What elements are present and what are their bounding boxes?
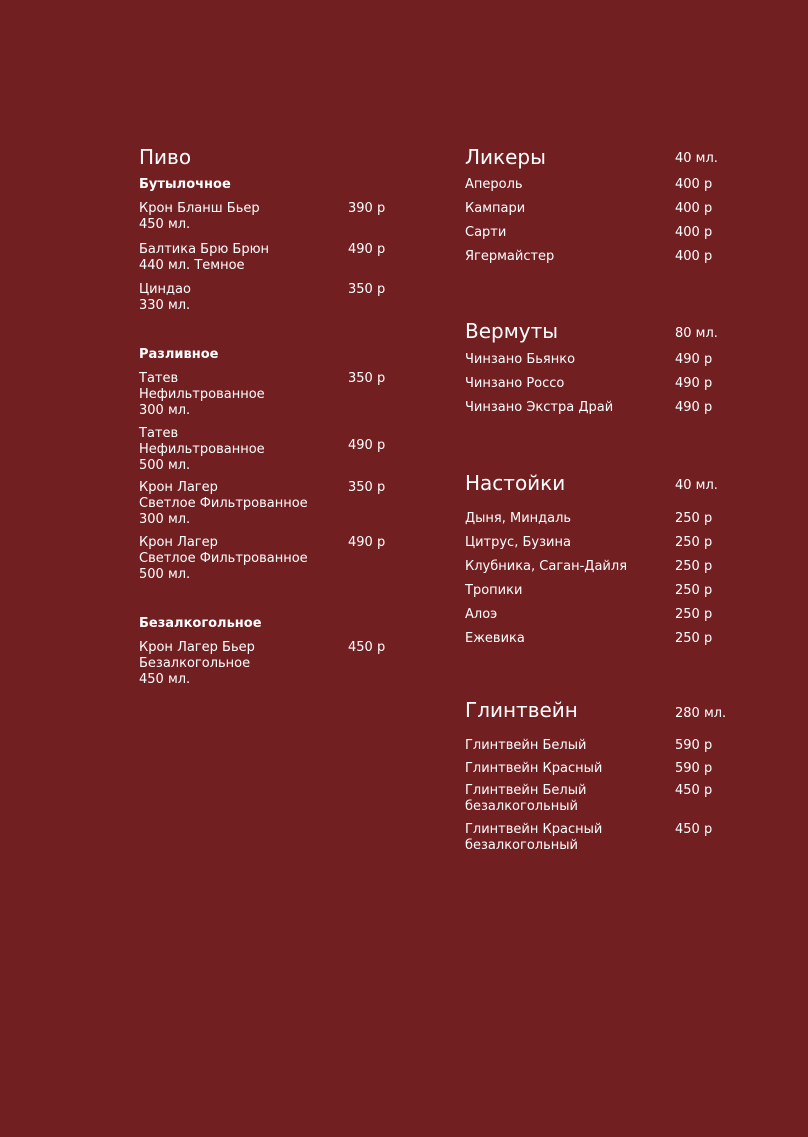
menu-item-name: Крон Лагер Бьер Безалкогольное 450 мл. <box>139 640 255 687</box>
menu-item-price: 390 р <box>348 201 386 216</box>
menu-item-price: 250 р <box>675 583 713 598</box>
liqueurs-section-title: Ликеры <box>465 145 546 169</box>
menu-item-price: 350 р <box>348 480 386 495</box>
menu-item-name: Крон Лагер Светлое Фильтрованное 500 мл. <box>139 535 308 582</box>
non-alcoholic-subheading: Безалкогольное <box>139 616 262 631</box>
menu-item-name: Апероль <box>465 177 523 192</box>
draft-subheading: Разливное <box>139 347 219 362</box>
menu-item-price: 590 р <box>675 761 713 776</box>
menu-item-price: 490 р <box>348 242 386 257</box>
menu-item-name: Чинзано Экстра Драй <box>465 400 614 415</box>
menu-item-name: Чинзано Россо <box>465 376 565 391</box>
menu-item-price: 350 р <box>348 282 386 297</box>
menu-item-name: Кампари <box>465 201 526 216</box>
menu-item-name: Глинтвейн Белый безалкогольный <box>465 783 587 814</box>
menu-item-name: Глинтвейн Белый <box>465 738 587 753</box>
menu-item-price: 490 р <box>348 535 386 550</box>
menu-item-name: Ягермайстер <box>465 249 555 264</box>
menu-item-name: Глинтвейн Красный безалкогольный <box>465 822 603 853</box>
menu-item-name: Цитрус, Бузина <box>465 535 571 550</box>
menu-item-name: Глинтвейн Красный <box>465 761 603 776</box>
menu-item-name: Ежевика <box>465 631 525 646</box>
menu-item-price: 450 р <box>675 822 713 837</box>
menu-item-price: 250 р <box>675 535 713 550</box>
menu-item-name: Чинзано Бьянко <box>465 352 576 367</box>
bottled-subheading: Бутылочное <box>139 177 231 192</box>
menu-item-name: Тропики <box>465 583 523 598</box>
beer-section-title: Пиво <box>139 145 192 169</box>
menu-item-price: 400 р <box>675 249 713 264</box>
menu-item-name: Балтика Брю Брюн 440 мл. Темное <box>139 242 270 273</box>
menu-item-name: Татев Нефильтрованное 300 мл. <box>139 371 265 418</box>
menu-item-name: Татев Нефильтрованное 500 мл. <box>139 426 265 473</box>
menu-item-price: 490 р <box>675 352 713 367</box>
menu-item-name: Алоэ <box>465 607 498 622</box>
menu-item-name: Крон Лагер Светлое Фильтрованное 300 мл. <box>139 480 308 527</box>
menu-item-price: 450 р <box>348 640 386 655</box>
menu-item-price: 490 р <box>675 400 713 415</box>
menu-item-price: 400 р <box>675 177 713 192</box>
menu-item-price: 590 р <box>675 738 713 753</box>
menu-item-price: 490 р <box>348 438 386 453</box>
menu-item-price: 490 р <box>675 376 713 391</box>
menu-item-price: 250 р <box>675 559 713 574</box>
vermouths-volume: 80 мл. <box>675 326 718 341</box>
mulled-wine-volume: 280 мл. <box>675 706 727 721</box>
menu-item-price: 350 р <box>348 371 386 386</box>
menu-item-price: 450 р <box>675 783 713 798</box>
menu-item-name: Сарти <box>465 225 507 240</box>
menu-item-name: Дыня, Миндаль <box>465 511 572 526</box>
menu-item-price: 400 р <box>675 225 713 240</box>
menu-item-price: 250 р <box>675 511 713 526</box>
mulled-wine-section-title: Глинтвейн <box>465 698 578 722</box>
tinctures-section-title: Настойки <box>465 471 566 495</box>
menu-item-name: Циндао 330 мл. <box>139 282 191 313</box>
menu-item-price: 250 р <box>675 607 713 622</box>
menu-item-price: 250 р <box>675 631 713 646</box>
liqueurs-volume: 40 мл. <box>675 151 718 166</box>
menu-item-name: Крон Бланш Бьер 450 мл. <box>139 201 260 232</box>
menu-item-name: Клубника, Саган-Дайля <box>465 559 628 574</box>
tinctures-volume: 40 мл. <box>675 478 718 493</box>
menu-item-price: 400 р <box>675 201 713 216</box>
vermouths-section-title: Вермуты <box>465 319 559 343</box>
